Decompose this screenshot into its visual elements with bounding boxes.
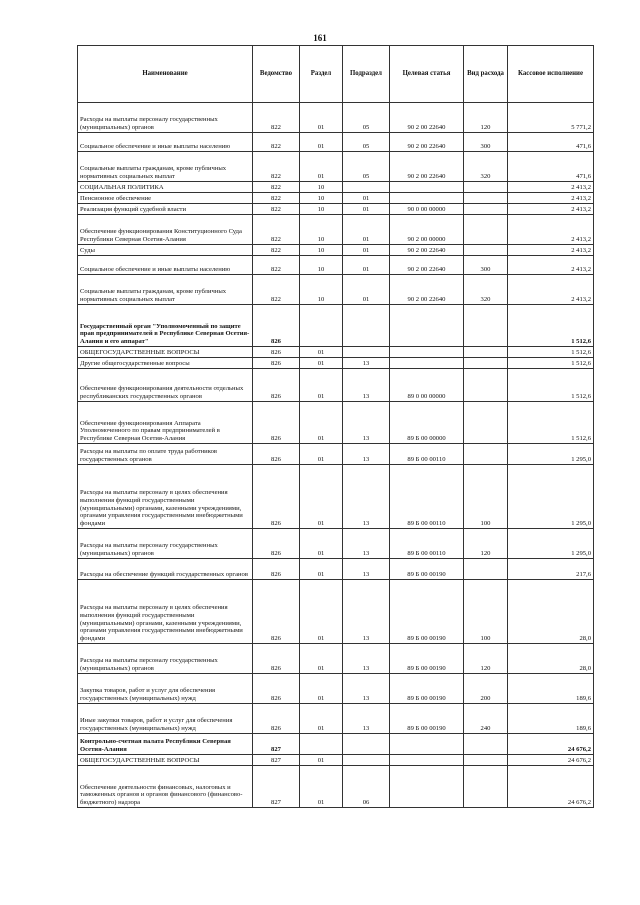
cell-target xyxy=(390,755,464,766)
cell-target xyxy=(390,193,464,204)
cell-expense: 300 xyxy=(464,133,508,152)
table-row xyxy=(78,734,594,755)
cell-section: 01 xyxy=(300,152,343,182)
page-number: 161 xyxy=(313,33,327,43)
cell-expense xyxy=(464,734,508,755)
cell-subsection: 13 xyxy=(343,644,390,674)
cell-subsection: 01 xyxy=(343,275,390,305)
budget-table xyxy=(77,45,594,808)
cell-subsection: 01 xyxy=(343,215,390,245)
cell-amount: 24 676,2 xyxy=(508,734,594,755)
cell-subsection: 05 xyxy=(343,152,390,182)
cell-target xyxy=(390,182,464,193)
cell-amount: 217,6 xyxy=(508,559,594,580)
cell-dept: 826 xyxy=(253,358,300,369)
cell-expense xyxy=(464,755,508,766)
header-section: Раздел xyxy=(300,46,343,103)
cell-amount: 1 512,6 xyxy=(508,369,594,402)
cell-dept: 822 xyxy=(253,275,300,305)
table-row xyxy=(78,305,594,347)
cell-section: 10 xyxy=(300,256,343,275)
table-row xyxy=(78,755,594,766)
header-dept: Ведомство xyxy=(253,46,300,103)
cell-target: 90 0 00 00000 xyxy=(390,204,464,215)
cell-name: ОБЩЕГОСУДАРСТВЕННЫЕ ВОПРОСЫ xyxy=(78,755,253,766)
cell-section: 10 xyxy=(300,193,343,204)
cell-dept: 827 xyxy=(253,755,300,766)
cell-target: 89 Б 00 00000 xyxy=(390,402,464,444)
cell-subsection xyxy=(343,305,390,347)
cell-amount: 189,6 xyxy=(508,674,594,704)
cell-expense xyxy=(464,369,508,402)
cell-section: 01 xyxy=(300,369,343,402)
cell-dept: 826 xyxy=(253,559,300,580)
cell-amount: 2 413,2 xyxy=(508,275,594,305)
header-expense: Вид расхода xyxy=(464,46,508,103)
cell-expense: 320 xyxy=(464,152,508,182)
cell-subsection xyxy=(343,755,390,766)
table-row xyxy=(78,529,594,559)
cell-subsection: 01 xyxy=(343,245,390,256)
cell-target: 90 2 00 22640 xyxy=(390,245,464,256)
cell-expense xyxy=(464,358,508,369)
table-row xyxy=(78,182,594,193)
cell-section: 10 xyxy=(300,245,343,256)
cell-expense: 240 xyxy=(464,704,508,734)
cell-name: ОБЩЕГОСУДАРСТВЕННЫЕ ВОПРОСЫ xyxy=(78,347,253,358)
cell-amount: 1 512,6 xyxy=(508,305,594,347)
cell-dept: 822 xyxy=(253,215,300,245)
cell-target: 90 2 00 22640 xyxy=(390,275,464,305)
cell-amount: 2 413,2 xyxy=(508,193,594,204)
cell-subsection: 13 xyxy=(343,674,390,704)
cell-expense xyxy=(464,766,508,808)
cell-expense: 200 xyxy=(464,674,508,704)
cell-dept: 822 xyxy=(253,256,300,275)
cell-name: Социальное обеспечение и иные выплаты населению xyxy=(78,133,253,152)
cell-subsection: 13 xyxy=(343,444,390,465)
cell-section: 01 xyxy=(300,402,343,444)
cell-dept: 826 xyxy=(253,305,300,347)
cell-expense: 120 xyxy=(464,529,508,559)
cell-name: Закупка товаров, работ и услуг для обеспечения государственных (муниципальных) нужд xyxy=(78,674,253,704)
cell-name: Социальные выплаты гражданам, кроме публичных нормативных социальных выплат xyxy=(78,275,253,305)
cell-dept: 822 xyxy=(253,245,300,256)
cell-dept: 826 xyxy=(253,529,300,559)
cell-expense xyxy=(464,444,508,465)
table-row xyxy=(78,369,594,402)
header-amount: Кассовое исполнение xyxy=(508,46,594,103)
cell-target: 90 2 00 22640 xyxy=(390,256,464,275)
cell-section: 10 xyxy=(300,182,343,193)
cell-target: 90 2 00 22640 xyxy=(390,152,464,182)
cell-name: Обеспечение функционирования Аппарата Уполномоченного по правам предпринимателей в Республике Северная Осетия-Алания xyxy=(78,402,253,444)
cell-section xyxy=(300,305,343,347)
cell-target: 89 Б 00 00110 xyxy=(390,529,464,559)
cell-dept: 826 xyxy=(253,644,300,674)
cell-amount: 2 413,2 xyxy=(508,256,594,275)
cell-dept: 826 xyxy=(253,674,300,704)
cell-name: СОЦИАЛЬНАЯ ПОЛИТИКА xyxy=(78,182,253,193)
cell-dept: 826 xyxy=(253,704,300,734)
cell-target: 89 Б 00 00190 xyxy=(390,580,464,644)
cell-amount: 471,6 xyxy=(508,152,594,182)
cell-subsection: 06 xyxy=(343,766,390,808)
cell-subsection: 05 xyxy=(343,133,390,152)
table-row xyxy=(78,580,594,644)
cell-section: 01 xyxy=(300,580,343,644)
cell-section: 10 xyxy=(300,204,343,215)
cell-dept: 826 xyxy=(253,465,300,529)
table-row xyxy=(78,152,594,182)
cell-dept: 822 xyxy=(253,204,300,215)
cell-subsection: 01 xyxy=(343,204,390,215)
cell-amount: 1 512,6 xyxy=(508,358,594,369)
cell-name: Пенсионное обеспечение xyxy=(78,193,253,204)
cell-section: 01 xyxy=(300,444,343,465)
cell-expense: 300 xyxy=(464,256,508,275)
table-row xyxy=(78,402,594,444)
cell-section: 01 xyxy=(300,766,343,808)
cell-name: Контрольно-счетная палата Республики Северная Осетия-Алания xyxy=(78,734,253,755)
table-row xyxy=(78,674,594,704)
cell-name: Обеспечение функционирования Конституционного Суда Республики Северная Осетия-Алания xyxy=(78,215,253,245)
cell-section: 01 xyxy=(300,465,343,529)
cell-expense xyxy=(464,402,508,444)
cell-expense: 100 xyxy=(464,465,508,529)
cell-name: Расходы на обеспечение функций государственных органов xyxy=(78,559,253,580)
cell-subsection xyxy=(343,347,390,358)
cell-expense xyxy=(464,204,508,215)
cell-subsection: 13 xyxy=(343,369,390,402)
cell-amount: 1 295,0 xyxy=(508,465,594,529)
cell-name: Расходы на выплаты персоналу в целях обеспечения выполнения функций государственными (муниципальными) органами, казенными учреждениями, органами управления государственными внебюджетными фондами xyxy=(78,580,253,644)
cell-name: Расходы на выплаты персоналу государственных (муниципальных) органов xyxy=(78,103,253,133)
cell-expense xyxy=(464,193,508,204)
header-name: Наименование xyxy=(78,46,253,103)
cell-expense: 120 xyxy=(464,103,508,133)
table-row xyxy=(78,766,594,808)
cell-name: Обеспечение деятельности финансовых, налоговых и таможенных органов и органов финансового (финансово-бюджетного) надзора xyxy=(78,766,253,808)
cell-name: Расходы на выплаты персоналу государственных (муниципальных) органов xyxy=(78,529,253,559)
cell-target xyxy=(390,347,464,358)
cell-section: 01 xyxy=(300,133,343,152)
table-row xyxy=(78,704,594,734)
table-row xyxy=(78,256,594,275)
cell-amount: 1 295,0 xyxy=(508,444,594,465)
cell-subsection: 13 xyxy=(343,465,390,529)
cell-subsection: 13 xyxy=(343,704,390,734)
cell-name: Другие общегосударственные вопросы xyxy=(78,358,253,369)
table-row xyxy=(78,193,594,204)
cell-subsection: 13 xyxy=(343,580,390,644)
cell-amount: 2 413,2 xyxy=(508,182,594,193)
cell-target: 89 Б 00 00110 xyxy=(390,444,464,465)
cell-subsection: 01 xyxy=(343,256,390,275)
cell-name: Обеспечение функционирования деятельности отдельных республиканских государственных органов xyxy=(78,369,253,402)
table-row xyxy=(78,644,594,674)
cell-target: 89 0 00 00000 xyxy=(390,369,464,402)
cell-expense xyxy=(464,245,508,256)
cell-expense: 120 xyxy=(464,644,508,674)
cell-amount: 5 771,2 xyxy=(508,103,594,133)
cell-amount: 471,6 xyxy=(508,133,594,152)
cell-dept: 826 xyxy=(253,402,300,444)
table-row xyxy=(78,358,594,369)
cell-amount: 1 512,6 xyxy=(508,402,594,444)
cell-dept: 826 xyxy=(253,369,300,402)
cell-expense xyxy=(464,215,508,245)
cell-subsection: 05 xyxy=(343,103,390,133)
cell-section: 01 xyxy=(300,529,343,559)
cell-subsection: 01 xyxy=(343,193,390,204)
table-row xyxy=(78,133,594,152)
cell-name: Государственный орган "Уполномоченный по защите прав предпринимателей в Республике Северная Осетия-Алания и его аппарат" xyxy=(78,305,253,347)
cell-name: Иные закупки товаров, работ и услуг для обеспечения государственных (муниципальных) нужд xyxy=(78,704,253,734)
cell-section: 01 xyxy=(300,559,343,580)
cell-section: 01 xyxy=(300,704,343,734)
cell-target: 90 2 00 22640 xyxy=(390,103,464,133)
cell-expense xyxy=(464,182,508,193)
cell-name: Социальные выплаты гражданам, кроме публичных нормативных социальных выплат xyxy=(78,152,253,182)
cell-name: Суды xyxy=(78,245,253,256)
cell-name: Расходы на выплаты по оплате труда работников государственных органов xyxy=(78,444,253,465)
cell-target: 90 2 00 00000 xyxy=(390,215,464,245)
cell-section xyxy=(300,734,343,755)
cell-subsection: 13 xyxy=(343,402,390,444)
cell-section: 10 xyxy=(300,215,343,245)
cell-target: 89 Б 00 00190 xyxy=(390,704,464,734)
cell-dept: 822 xyxy=(253,103,300,133)
table-row xyxy=(78,103,594,133)
cell-expense xyxy=(464,305,508,347)
cell-amount: 2 413,2 xyxy=(508,245,594,256)
cell-subsection xyxy=(343,182,390,193)
cell-subsection: 13 xyxy=(343,358,390,369)
header-target: Целевая статья xyxy=(390,46,464,103)
table-row xyxy=(78,559,594,580)
cell-expense xyxy=(464,559,508,580)
cell-target xyxy=(390,305,464,347)
cell-target: 89 Б 00 00190 xyxy=(390,559,464,580)
cell-target: 89 Б 00 00190 xyxy=(390,644,464,674)
cell-amount: 189,6 xyxy=(508,704,594,734)
cell-dept: 826 xyxy=(253,580,300,644)
cell-dept: 822 xyxy=(253,193,300,204)
cell-name: Расходы на выплаты персоналу государственных (муниципальных) органов xyxy=(78,644,253,674)
cell-section: 01 xyxy=(300,644,343,674)
cell-expense xyxy=(464,347,508,358)
cell-subsection: 13 xyxy=(343,529,390,559)
cell-dept: 826 xyxy=(253,347,300,358)
table-row xyxy=(78,275,594,305)
cell-dept: 822 xyxy=(253,182,300,193)
cell-dept: 827 xyxy=(253,734,300,755)
cell-section: 01 xyxy=(300,358,343,369)
table-row xyxy=(78,245,594,256)
cell-amount: 28,0 xyxy=(508,644,594,674)
cell-section: 01 xyxy=(300,674,343,704)
cell-amount: 2 413,2 xyxy=(508,215,594,245)
table-row xyxy=(78,204,594,215)
table-row xyxy=(78,347,594,358)
table-row xyxy=(78,215,594,245)
cell-amount: 24 676,2 xyxy=(508,755,594,766)
cell-target xyxy=(390,734,464,755)
cell-dept: 827 xyxy=(253,766,300,808)
cell-section: 01 xyxy=(300,347,343,358)
cell-subsection: 13 xyxy=(343,559,390,580)
cell-section: 01 xyxy=(300,755,343,766)
cell-amount: 24 676,2 xyxy=(508,766,594,808)
cell-target: 90 2 00 22640 xyxy=(390,133,464,152)
cell-amount: 28,0 xyxy=(508,580,594,644)
cell-amount: 1 295,0 xyxy=(508,529,594,559)
cell-subsection xyxy=(343,734,390,755)
cell-dept: 822 xyxy=(253,152,300,182)
cell-expense: 320 xyxy=(464,275,508,305)
cell-target: 89 Б 00 00190 xyxy=(390,674,464,704)
cell-dept: 826 xyxy=(253,444,300,465)
cell-target xyxy=(390,766,464,808)
table-row xyxy=(78,444,594,465)
cell-section: 10 xyxy=(300,275,343,305)
cell-target: 89 Б 00 00110 xyxy=(390,465,464,529)
cell-target xyxy=(390,358,464,369)
table-header-row xyxy=(78,46,594,103)
cell-name: Социальное обеспечение и иные выплаты населению xyxy=(78,256,253,275)
cell-amount: 1 512,6 xyxy=(508,347,594,358)
cell-name: Расходы на выплаты персоналу в целях обеспечения выполнения функций государственными (муниципальными) органами, казенными учреждениями, органами управления государственными внебюджетными фондами xyxy=(78,465,253,529)
header-subsection: Подраздел xyxy=(343,46,390,103)
table-row xyxy=(78,465,594,529)
cell-name: Реализация функций судебной власти xyxy=(78,204,253,215)
cell-section: 01 xyxy=(300,103,343,133)
cell-amount: 2 413,2 xyxy=(508,204,594,215)
cell-dept: 822 xyxy=(253,133,300,152)
cell-expense: 100 xyxy=(464,580,508,644)
